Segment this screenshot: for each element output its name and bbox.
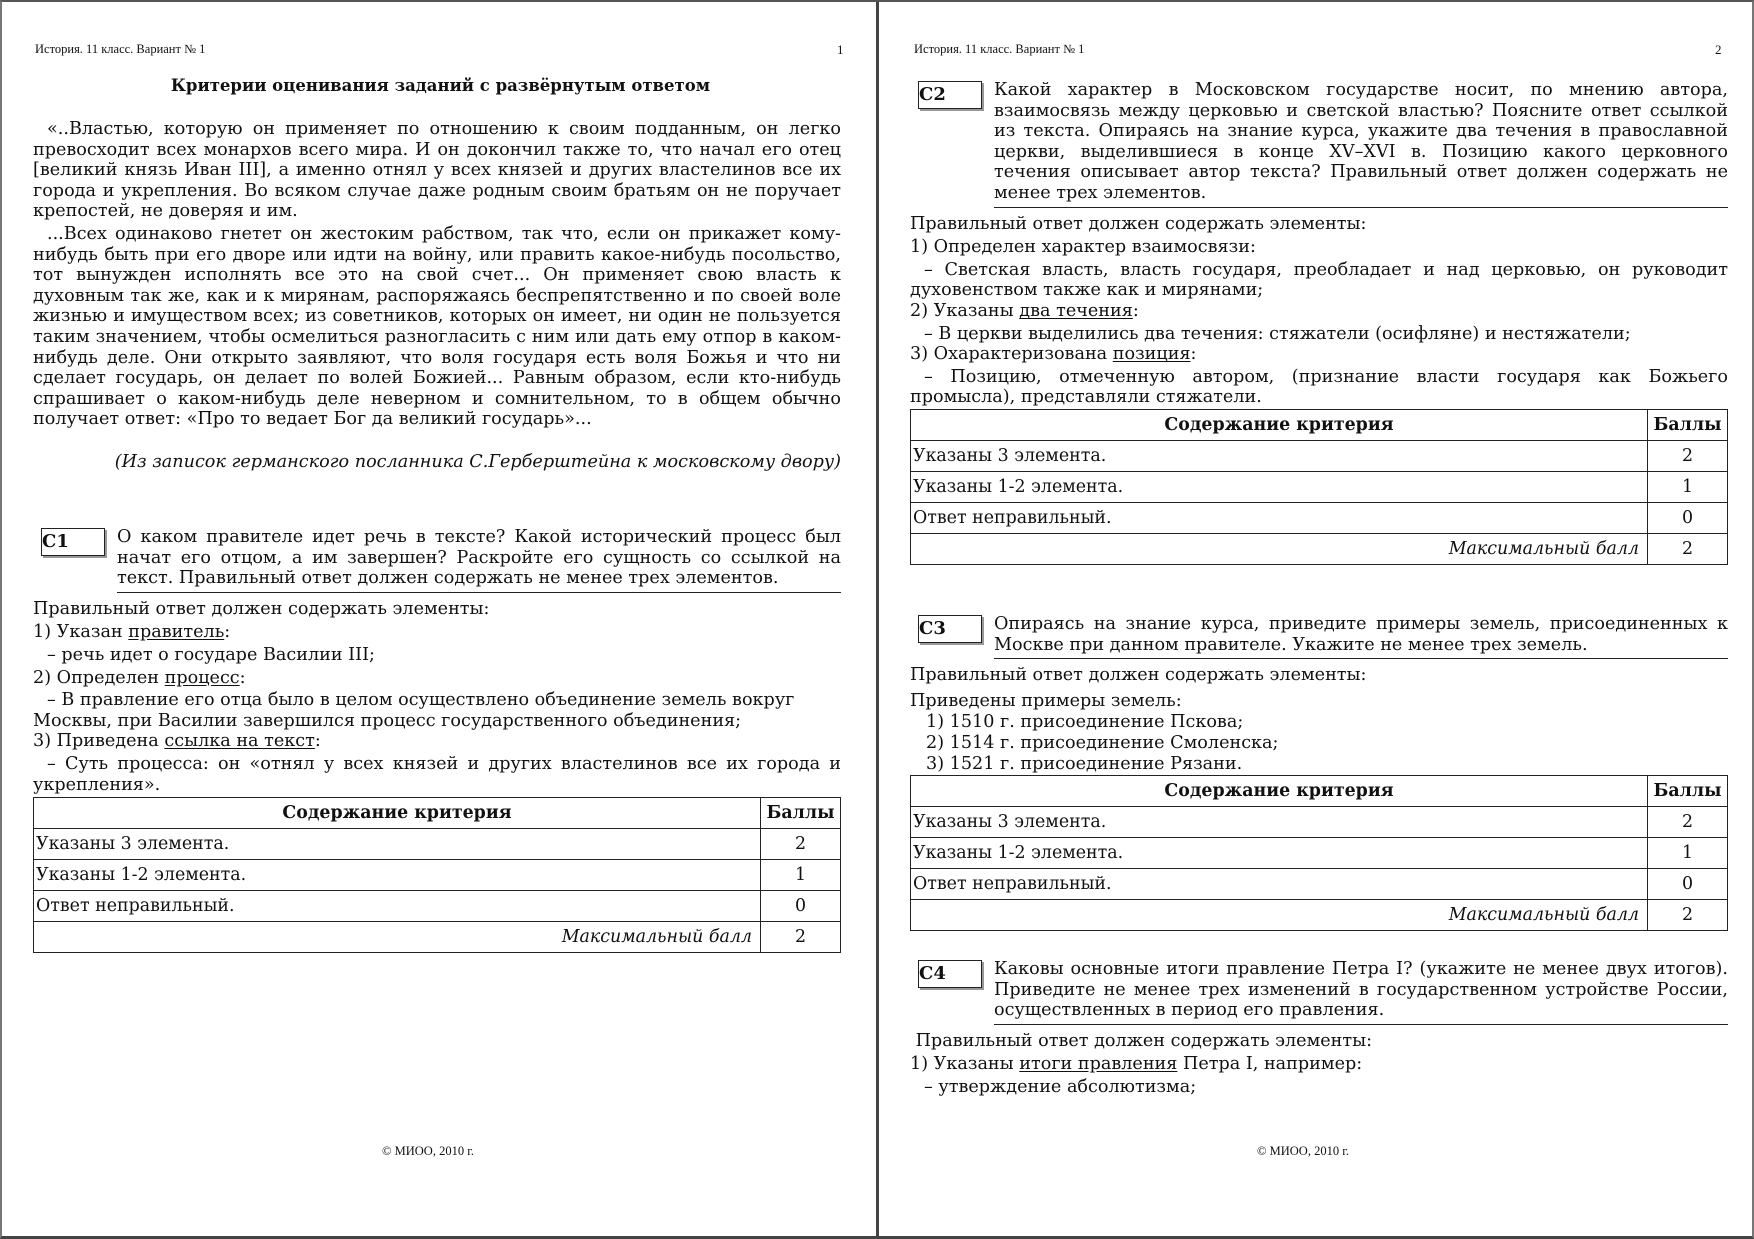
table-max-row (911, 533, 1728, 564)
answer-item: 1) 1510 г. присоединение Пскова; (926, 712, 1244, 733)
score-cell: 2 (761, 829, 841, 860)
task-tag: C1 (41, 528, 105, 556)
answer-intro: Приведены примеры земель: (910, 690, 1182, 711)
header-score: Баллы (1648, 776, 1728, 807)
table-row (911, 502, 1728, 533)
page-number: 1 (837, 42, 844, 57)
criterion-cell: Указаны 1-2 элемента. (34, 860, 761, 891)
criterion-cell: Указаны 3 элемента. (34, 829, 761, 860)
task-c2 (910, 80, 1728, 565)
max-score-value: 2 (1648, 900, 1728, 931)
source-quote (33, 119, 841, 473)
header-score: Баллы (1648, 409, 1728, 440)
score-cell: 0 (1648, 502, 1728, 533)
task-c1 (33, 527, 841, 953)
quote-paragraph: ...Всех одинаково гнетет он жестоким рабством, так что, если он прикажет кому-нибудь быть при его дворе или идти на войну, или править какое-нибудь посольство, тот вынужден исполнять все это на свой счет... Он применяет свою власть к духовным так же, как и к мирянам, распоряжаясь беспрепятственно и по своей воле жизнью и имуществом всех; из советников, которых он имеет, ни один не пользуется таким значением, чтобы осмелиться разногласить с ним или дать ему отпор в каком-нибудь деле. Они открыто заявляют, что воля государя есть воля Божья и что ни сделает государь, он делает по волей Божией... Равным образом, если кто-нибудь спрашивает о каком-нибудь деле неверном и сомнительном, то в общем обычно получает ответ: «Про то ведает Бог да великий государь»... (33, 223, 841, 430)
table-max-row (34, 922, 841, 953)
score-cell: 1 (1648, 471, 1728, 502)
task-c4 (910, 959, 1728, 1098)
max-score-value: 2 (761, 922, 841, 953)
answer-detail: – Светская власть, власть государя, преобладает и над церковью, он руководит духовенством также как и мирянами; (910, 259, 1728, 301)
page-footer: © МИОО, 2010 г. (1257, 1144, 1350, 1158)
answer-item: 2) 1514 г. присоединение Смоленска; (926, 732, 1279, 753)
quote-source: (Из записок германского посланника С.Герберштейна к московскому двору) (114, 451, 841, 472)
table-header-row (911, 776, 1728, 807)
answer-detail: – Суть процесса: он «отнял у всех князей и других властелинов все их города и укрепления». (33, 753, 841, 795)
task-c3 (910, 614, 1728, 931)
answer-item: 2) Определен процесс: (33, 667, 246, 688)
answer-detail: – речь идет о государе Василии III; (47, 644, 375, 665)
table-row (911, 869, 1728, 900)
criterion-cell: Указаны 1-2 элемента. (911, 838, 1648, 869)
task-tag: C3 (918, 615, 982, 643)
table-row (34, 829, 841, 860)
header-criterion: Содержание критерия (911, 409, 1648, 440)
header-score: Баллы (761, 798, 841, 829)
task-tag: C4 (918, 960, 982, 988)
page-title: Критерии оценивания заданий с развёрнутым ответом (170, 76, 711, 95)
table-max-row (911, 900, 1728, 931)
table-row (911, 471, 1728, 502)
answer-lead: Правильный ответ должен содержать элементы: (910, 665, 1367, 686)
score-cell: 2 (1648, 440, 1728, 471)
answer-detail: – В правление его отца было в целом осуществлено объединение земель вокруг Москвы, при Василии завершился процесс государственного объединения; (33, 690, 795, 731)
max-score-label: Максимальный балл (34, 922, 761, 953)
quote-paragraph: «..Властью, которую он применяет по отношению к своим подданным, он легко превосходит всех монархов всего мира. И он докончил также то, что начал его отец [великий князь Иван III], а именно отнял у всех князей и других властелинов все их города и укрепления. Во всяком случае даже родным своим братьям он не поручает крепостей, не доверяя и им. (33, 119, 841, 222)
score-cell: 1 (1648, 838, 1728, 869)
answer-item: 1) Указан правитель: (33, 622, 231, 643)
criterion-cell: Ответ неправильный. (911, 502, 1648, 533)
running-head: История. 11 класс. Вариант № 1 (35, 42, 206, 56)
answer-item: 1) Определен характер взаимосвязи: (910, 237, 1256, 258)
page-number: 2 (1715, 42, 1722, 57)
task-tag: C2 (918, 81, 982, 109)
max-score-label: Максимальный балл (911, 900, 1648, 931)
score-cell: 0 (761, 891, 841, 922)
criterion-cell: Указаны 1-2 элемента. (911, 471, 1648, 502)
answer-detail: – утверждение абсолютизма; (924, 1076, 1197, 1097)
task-question: О каком правителе идет речь в тексте? Какой исторический процесс был начат его отцом, а им завершен? Раскройте его сущность со ссылкой на текст. Правильный ответ должен содержать не менее трех элементов. (117, 527, 841, 593)
table-row (34, 860, 841, 891)
answer-item: 3) Охарактеризована позиция: (910, 344, 1197, 365)
criteria-table (910, 409, 1728, 565)
max-score-label: Максимальный балл (911, 533, 1648, 564)
criterion-cell: Ответ неправильный. (911, 869, 1648, 900)
task-question: Какой характер в Московском государстве носит, по мнению автора, взаимосвязь между церковью и светской властью? Поясните ответ ссылкой из текста. Опираясь на знание курса, укажите два течения в православной церкви, выделившиеся в конце XV–XVI в. Позицию какого церковного течения описывает автор текста? Правильный ответ должен содержать не менее трех элементов. (994, 80, 1728, 208)
header-criterion: Содержание критерия (34, 798, 761, 829)
answer-detail: – Позицию, отмеченную автором, (признание власти государя как Божьего промысла), представляли стяжатели. (910, 366, 1728, 408)
header-criterion: Содержание критерия (911, 776, 1648, 807)
running-head: История. 11 класс. Вариант № 1 (914, 42, 1085, 56)
answer-item: 2) Указаны два течения: (910, 300, 1139, 321)
score-cell: 2 (1648, 807, 1728, 838)
table-row (911, 838, 1728, 869)
table-row (911, 440, 1728, 471)
score-cell: 0 (1648, 869, 1728, 900)
criterion-cell: Ответ неправильный. (34, 891, 761, 922)
table-row (911, 807, 1728, 838)
max-score-value: 2 (1648, 533, 1728, 564)
criteria-table (33, 797, 841, 953)
page-2 (879, 2, 1754, 1236)
answer-detail: – В церкви выделились два течения: стяжатели (осифляне) и нестяжатели; (924, 323, 1631, 344)
table-header-row (911, 409, 1728, 440)
page-footer: © МИОО, 2010 г. (382, 1144, 475, 1158)
criterion-cell: Указаны 3 элемента. (911, 440, 1648, 471)
task-question: Опираясь на знание курса, приведите примеры земель, присоединенных к Москве при данном правителе. Укажите не менее трех земель. (994, 614, 1728, 659)
criterion-cell: Указаны 3 элемента. (911, 807, 1648, 838)
page-1 (2, 2, 879, 1236)
answer-lead: Правильный ответ должен содержать элементы: (910, 213, 1367, 234)
table-header-row (34, 798, 841, 829)
answer-item: 1) Указаны итоги правления Петра I, например: (910, 1054, 1363, 1075)
table-row (34, 891, 841, 922)
answer-lead: Правильный ответ должен содержать элементы: (33, 598, 490, 619)
score-cell: 1 (761, 860, 841, 891)
answer-lead: Правильный ответ должен содержать элементы: (910, 1030, 1373, 1051)
task-question: Каковы основные итоги правление Петра I? (укажите не менее двух итогов). Приведите не менее трех изменений в государственном устройстве России, осуществленных в период его правления. (994, 959, 1728, 1025)
answer-item: 3) 1521 г. присоединение Рязани. (926, 753, 1243, 774)
criteria-table (910, 775, 1728, 931)
answer-item: 3) Приведена ссылка на текст: (33, 731, 321, 752)
